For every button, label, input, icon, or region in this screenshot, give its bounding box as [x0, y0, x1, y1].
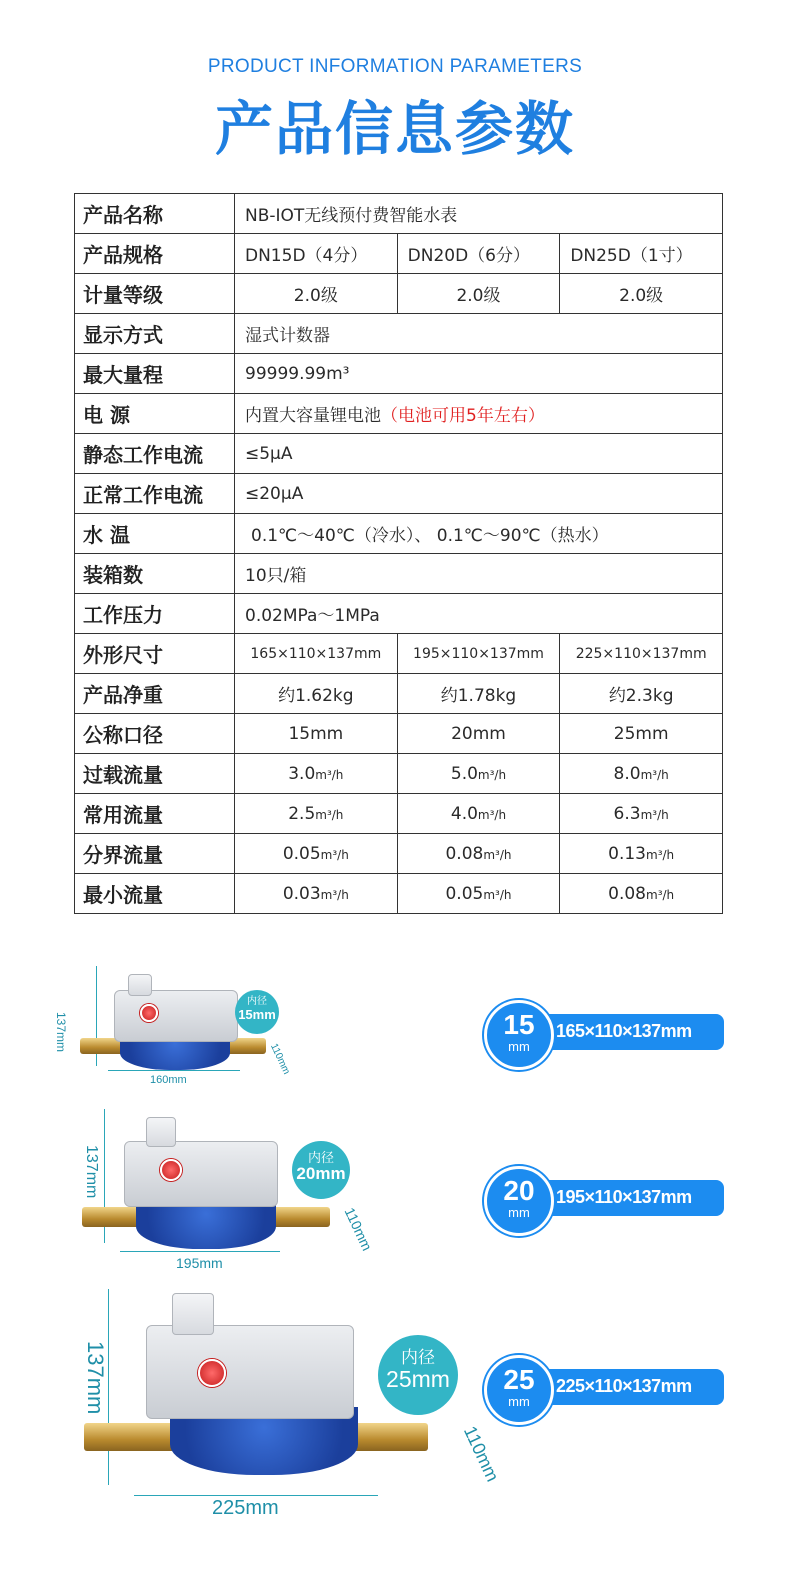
meter-body — [146, 1325, 354, 1419]
row-label: 工作压力 — [75, 594, 235, 634]
seal-icon — [140, 1004, 158, 1022]
header-subtitle-en: PRODUCT INFORMATION PARAMETERS — [207, 56, 583, 77]
table-row — [75, 394, 723, 434]
depth-dimension-label: 110mm — [341, 1205, 376, 1254]
meter-cap — [172, 1293, 214, 1335]
meter-cap — [128, 974, 152, 996]
width-dimension-line — [134, 1495, 378, 1496]
row-value — [560, 874, 723, 914]
power-value: 内置大容量锂电池 — [245, 406, 381, 426]
row-label: 正常工作电流 — [75, 474, 235, 514]
row-value: 湿式计数器 — [235, 314, 723, 354]
width-dimension-line — [108, 1070, 240, 1071]
row-value: 15mm — [235, 714, 398, 754]
width-dimension-label: 195mm — [176, 1255, 223, 1271]
badge-number: 25 — [503, 1364, 535, 1395]
row-value: 2.0级 — [397, 274, 560, 314]
flow-unit: m³/h — [320, 847, 349, 862]
row-value — [560, 794, 723, 834]
flow-value: 6.3 — [613, 803, 641, 824]
width-dimension-label: 225mm — [212, 1497, 279, 1519]
flow-unit: m³/h — [640, 807, 669, 822]
meter-body — [124, 1141, 278, 1207]
badge-unit: mm — [508, 1394, 530, 1409]
row-value: 2.0级 — [235, 274, 398, 314]
row-value: 25mm — [560, 714, 723, 754]
flow-value: 0.08 — [608, 883, 646, 904]
flow-value: 0.05 — [445, 883, 484, 904]
row-value: ≤5μA — [235, 434, 723, 474]
height-dimension-line — [108, 1289, 109, 1485]
table-row — [75, 474, 723, 514]
row-label: 显示方式 — [75, 314, 235, 354]
row-value: 20mm — [397, 714, 560, 754]
flow-unit: m³/h — [315, 807, 344, 822]
badge-circle — [484, 1355, 554, 1425]
badge-dimensions: 165×110×137mm — [556, 1021, 692, 1041]
flow-unit: m³/h — [477, 807, 507, 822]
bubble-size: 20mm — [296, 1163, 346, 1183]
inner-diameter-bubble — [235, 990, 279, 1034]
row-value: 约1.62kg — [235, 674, 398, 714]
badge-number: 15 — [503, 1009, 535, 1040]
row-value — [235, 794, 398, 834]
flow-value: 0.03 — [282, 883, 321, 904]
row-value — [397, 874, 560, 914]
flow-unit: m³/h — [483, 847, 512, 862]
row-value: 0.1℃～40℃（冷水）、 0.1℃～90℃（热水） — [235, 514, 723, 554]
inner-diameter-bubble — [378, 1335, 458, 1415]
row-label: 计量等级 — [75, 274, 235, 314]
size-badge-20 — [484, 1172, 724, 1224]
row-label: 常用流量 — [75, 794, 235, 834]
row-label: 最小流量 — [75, 874, 235, 914]
row-value — [235, 754, 398, 794]
row-label: 产品净重 — [75, 674, 235, 714]
table-row — [75, 874, 723, 914]
row-value: ≤20μA — [235, 474, 723, 514]
row-label: 电 源 — [75, 394, 235, 434]
row-value: DN15D（4分） — [235, 234, 398, 274]
params-table — [74, 193, 723, 914]
row-label: 产品名称 — [75, 194, 235, 234]
badge-number: 20 — [503, 1175, 535, 1206]
size-badge-25 — [484, 1361, 724, 1413]
seal-icon — [160, 1159, 182, 1181]
table-row — [75, 194, 723, 234]
width-dimension-label: 160mm — [150, 1074, 187, 1086]
flow-unit: m³/h — [640, 767, 669, 782]
flow-value: 0.13 — [608, 843, 646, 864]
flow-value: 5.0 — [450, 763, 478, 784]
size-badge-15 — [484, 1006, 724, 1058]
inner-diameter-bubble — [292, 1141, 350, 1199]
width-dimension-line — [120, 1251, 280, 1252]
row-value: NB-IOT无线预付费智能水表 — [235, 194, 723, 234]
table-row — [75, 434, 723, 474]
bubble-label: 内径 — [307, 1150, 334, 1165]
height-dimension-label: 137mm — [83, 1145, 100, 1199]
badge-unit: mm — [508, 1205, 530, 1220]
meter-body — [114, 990, 238, 1042]
row-value — [397, 754, 560, 794]
row-label: 水 温 — [75, 514, 235, 554]
row-label: 过载流量 — [75, 754, 235, 794]
row-label: 静态工作电流 — [75, 434, 235, 474]
row-label: 分界流量 — [75, 834, 235, 874]
badge-circle — [484, 1166, 554, 1236]
table-row — [75, 834, 723, 874]
table-row — [75, 634, 723, 674]
flow-value: 4.0 — [450, 803, 478, 824]
table-row — [75, 274, 723, 314]
flow-unit: m³/h — [646, 847, 675, 862]
row-value — [235, 874, 398, 914]
badge-dimensions: 225×110×137mm — [556, 1376, 692, 1396]
flow-value: 2.5 — [288, 803, 316, 824]
depth-dimension-label: 110mm — [268, 1042, 292, 1077]
row-value — [397, 794, 560, 834]
table-row — [75, 594, 723, 634]
badge-circle — [484, 1000, 554, 1070]
badge-dimensions: 195×110×137mm — [556, 1187, 692, 1207]
flow-unit: m³/h — [646, 887, 675, 902]
row-value — [560, 834, 723, 874]
table-row — [75, 234, 723, 274]
flow-unit: m³/h — [320, 887, 349, 902]
row-label: 外形尺寸 — [75, 634, 235, 674]
row-value: 195×110×137mm — [397, 634, 560, 674]
seal-icon — [198, 1359, 226, 1387]
row-value: 165×110×137mm — [235, 634, 398, 674]
row-value — [560, 754, 723, 794]
row-label: 最大量程 — [75, 354, 235, 394]
row-value: 约2.3kg — [560, 674, 723, 714]
table-row — [75, 514, 723, 554]
meter-cap — [146, 1117, 176, 1147]
height-dimension-label: 137mm — [83, 1341, 108, 1415]
table-row — [75, 794, 723, 834]
row-value: DN25D（1寸） — [560, 234, 723, 274]
row-value: 225×110×137mm — [560, 634, 723, 674]
flow-unit: m³/h — [483, 887, 512, 902]
flow-value: 0.05 — [282, 843, 321, 864]
flow-unit: m³/h — [477, 767, 507, 782]
badge-unit: mm — [508, 1039, 530, 1054]
row-value: 0.02MPa～1MPa — [235, 594, 723, 634]
bubble-label: 内径 — [401, 1348, 435, 1367]
table-row — [75, 754, 723, 794]
row-value — [235, 394, 723, 434]
row-label: 公称口径 — [75, 714, 235, 754]
table-row — [75, 554, 723, 594]
bubble-size: 15mm — [238, 1006, 276, 1022]
height-dimension-label: 137mm — [54, 1012, 68, 1053]
flow-value: 0.08 — [445, 843, 484, 864]
row-value: 10只/箱 — [235, 554, 723, 594]
flow-value: 3.0 — [288, 763, 316, 784]
flow-unit: m³/h — [315, 767, 344, 782]
row-value: 约1.78kg — [397, 674, 560, 714]
table-row — [75, 314, 723, 354]
flow-value: 8.0 — [613, 763, 641, 784]
row-value: 99999.99m³ — [235, 354, 723, 394]
depth-dimension-label: 110mm — [459, 1423, 503, 1485]
row-label: 产品规格 — [75, 234, 235, 274]
row-label: 装箱数 — [75, 554, 235, 594]
bubble-label: 内径 — [247, 996, 267, 1007]
row-value: 2.0级 — [560, 274, 723, 314]
table-row — [75, 354, 723, 394]
bubble-size: 25mm — [386, 1365, 450, 1392]
row-value: DN20D（6分） — [397, 234, 560, 274]
table-row — [75, 674, 723, 714]
page-title: 产品信息参数 — [214, 95, 575, 163]
table-row — [75, 714, 723, 754]
row-value — [397, 834, 560, 874]
row-value — [235, 834, 398, 874]
power-note: （电池可用5年左右） — [381, 406, 545, 426]
